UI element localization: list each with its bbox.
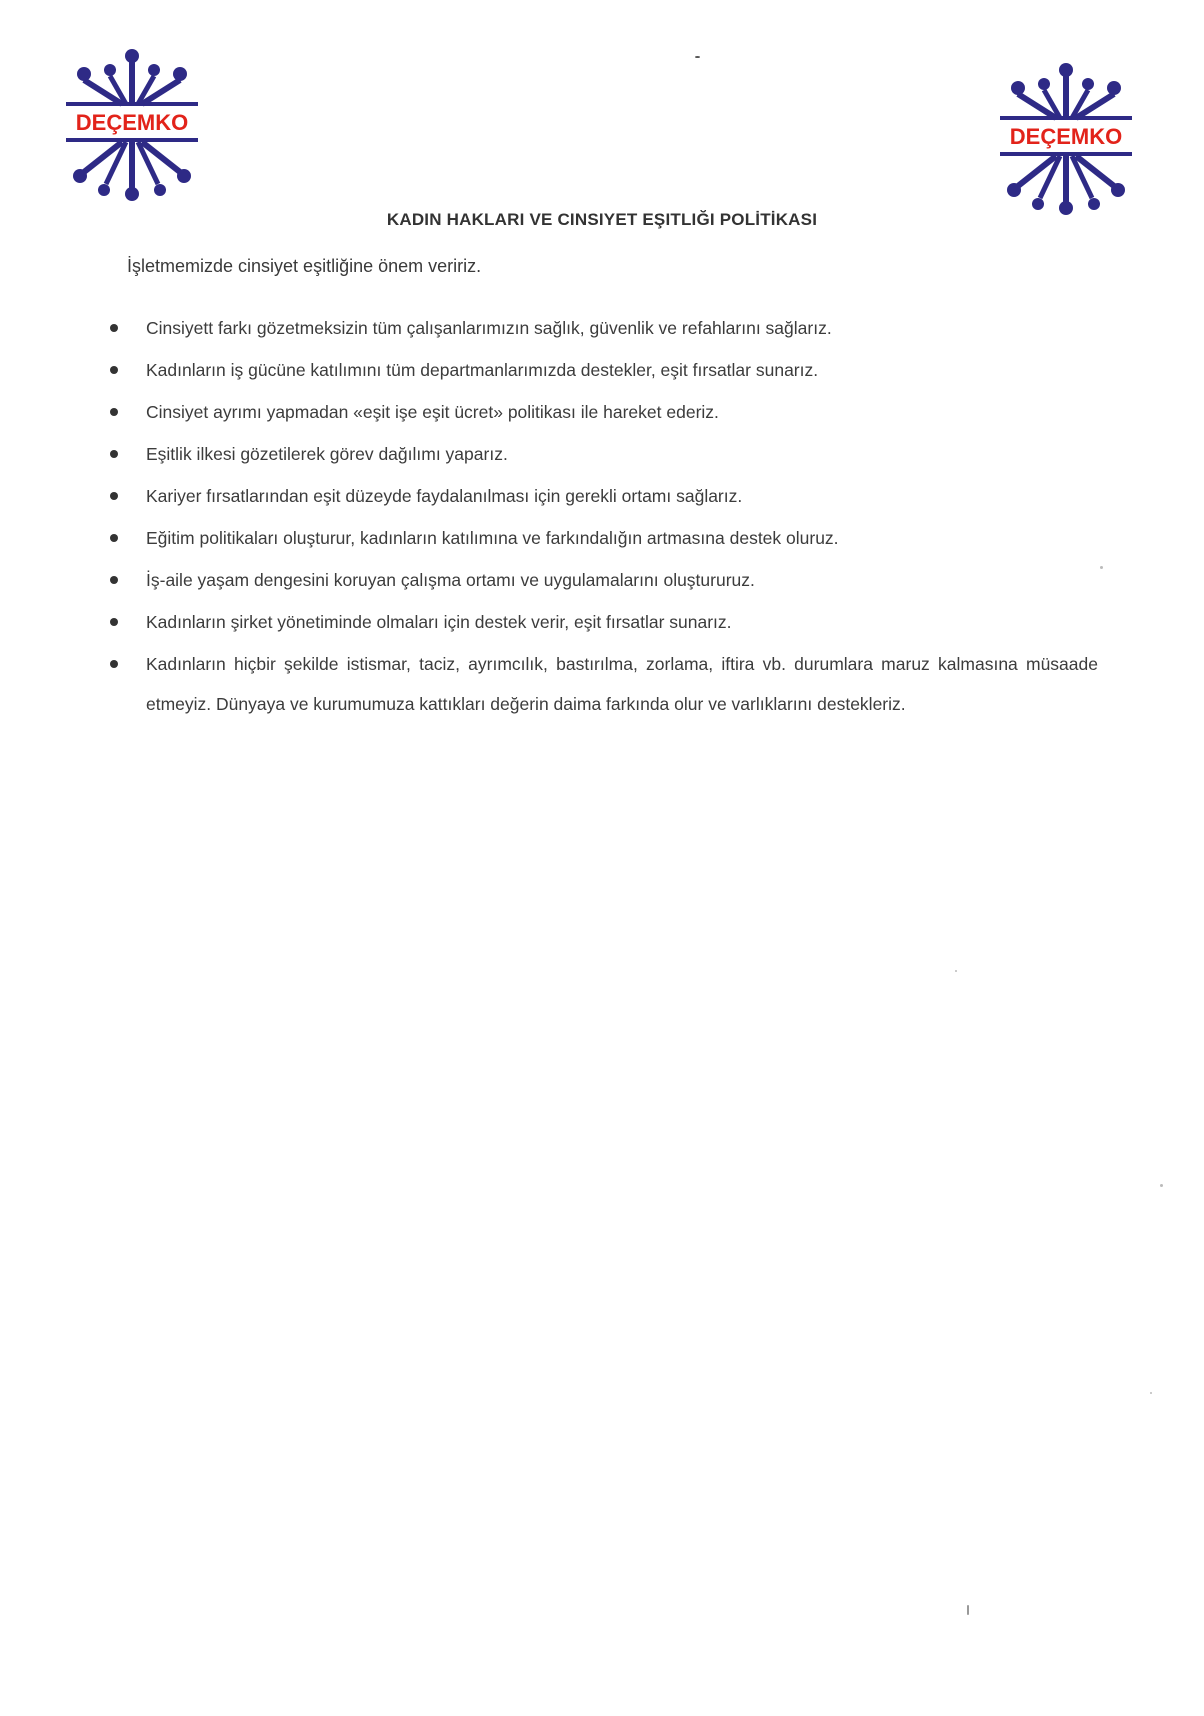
bullet-icon — [110, 492, 118, 500]
company-logo-left — [62, 48, 202, 208]
bullet-icon — [110, 366, 118, 374]
list-item — [108, 560, 1098, 600]
scan-speck — [1100, 566, 1103, 569]
list-item-text: Eşitlik ilkesi gözetilerek görev dağılımı yaparız. — [146, 444, 508, 464]
list-item-text: Kadınların şirket yönetiminde olmaları için destek verir, eşit fırsatlar sunarız. — [146, 612, 732, 632]
bullet-icon — [110, 450, 118, 458]
list-item-text: Kadınların iş gücüne katılımını tüm departmanlarımızda destekler, eşit fırsatlar sunarız. — [146, 360, 819, 380]
scan-speck — [955, 970, 957, 972]
list-item-text: İş-aile yaşam dengesini koruyan çalışma ortamı ve uygulamalarını oluştururuz. — [146, 570, 755, 590]
list-item — [108, 308, 1098, 348]
list-item-text: Eğitim politikaları oluşturur, kadınların katılımına ve farkındalığın artmasına destek oluruz. — [146, 528, 839, 548]
scan-speck — [695, 56, 700, 58]
document-title: KADIN HAKLARI VE CINSIYET EŞITLIĞI POLİTİKASI — [386, 210, 818, 229]
bullet-icon — [110, 576, 118, 584]
bullet-icon — [110, 534, 118, 542]
svg-text:DEÇEMKO: DEÇEMKO — [1009, 124, 1123, 149]
list-item-text: Kadınların hiçbir şekilde istismar, taciz, ayrımcılık, bastırılma, zorlama, iftira vb. durumlara maruz kalmasına müsaade etmeyiz. Dünyaya ve kurumumuza kattıkları değerin daima farkında olur ve varlıklarını destekleriz. — [146, 654, 1098, 714]
intro-text: İşletmemizde cinsiyet eşitliğine önem veririz. — [127, 256, 482, 276]
decemko-logo-icon — [62, 48, 202, 208]
bullet-icon — [110, 324, 118, 332]
bullet-icon — [110, 408, 118, 416]
list-item-text: Kariyer fırsatlarından eşit düzeyde faydalanılması için gerekli ortamı sağlarız. — [146, 486, 743, 506]
bullet-icon — [110, 660, 118, 668]
list-item — [108, 602, 1098, 642]
list-item — [108, 476, 1098, 516]
bullet-icon — [110, 618, 118, 626]
scan-speck — [1160, 1184, 1163, 1187]
scan-speck — [967, 1605, 969, 1615]
list-item — [108, 518, 1098, 558]
list-item-text: Cinsiyett farkı gözetmeksizin tüm çalışanlarımızın sağlık, güvenlik ve refahlarını sağlarız. — [146, 318, 832, 338]
list-item — [108, 434, 1098, 474]
svg-text:DEÇEMKO: DEÇEMKO — [75, 110, 189, 135]
list-item — [108, 392, 1098, 432]
policy-list — [108, 308, 1098, 726]
scan-speck — [1150, 1392, 1152, 1394]
decemko-logo-icon — [996, 62, 1136, 222]
list-item-text: Cinsiyet ayrımı yapmadan «eşit işe eşit ücret» politikası ile hareket ederiz. — [146, 402, 719, 422]
list-item — [108, 350, 1098, 390]
company-logo-right — [996, 62, 1136, 222]
list-item — [108, 644, 1098, 724]
